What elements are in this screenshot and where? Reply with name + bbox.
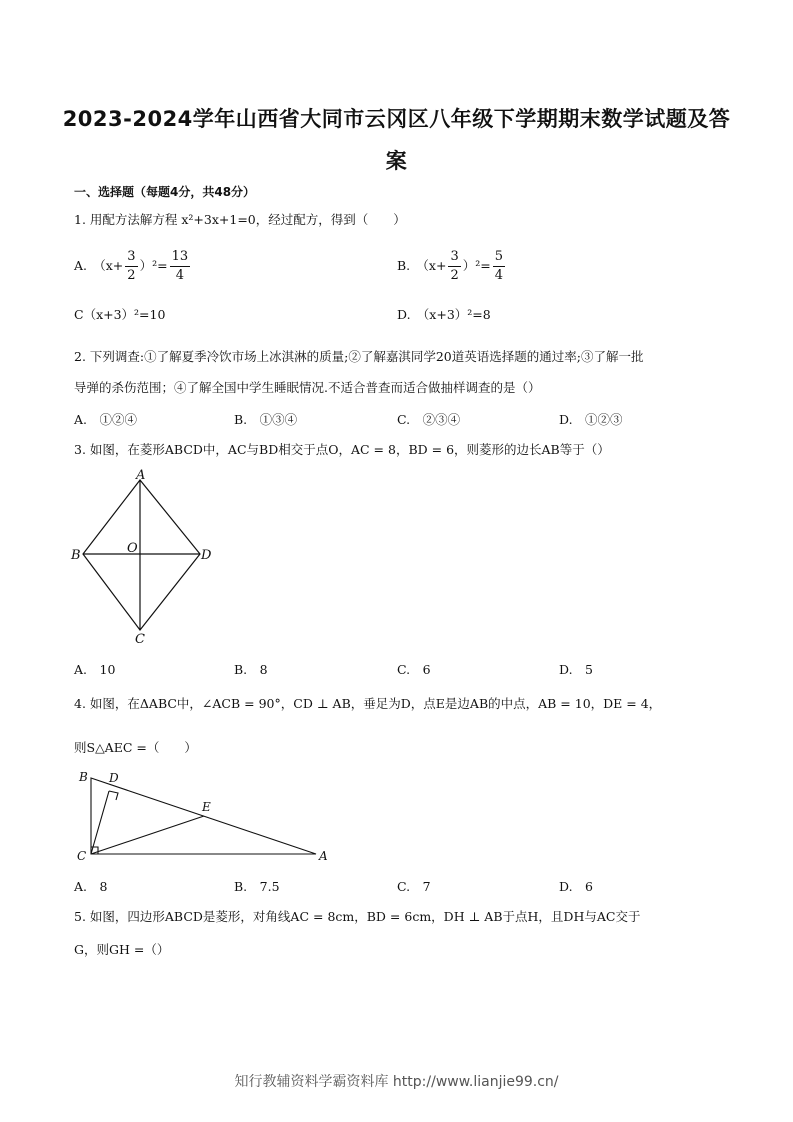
q5-stem-line2: G，则GH =（）: [74, 942, 170, 957]
q1-b-num2: 5: [493, 248, 505, 267]
right-angle-mark-d: [109, 791, 118, 800]
q1-a-prefix: A. （x+: [74, 258, 124, 273]
q1-option-d: D. （x+3）²=8: [397, 307, 491, 322]
q1-stem: 1. 用配方法解方程 x²+3x+1=0，经过配方，得到（ ）: [74, 212, 406, 227]
q4-option-b: B. 7.5: [234, 879, 280, 894]
footer-watermark: 知行教辅资料学霸资料库 http://www.lianjie99.cn/: [234, 1074, 559, 1090]
q1-a-fraction-1: [125, 248, 137, 285]
vertex-label-d: D: [109, 771, 119, 785]
q2-stem-line1: 2. 下列调查:①了解夏季冷饮市场上冰淇淋的质量;②了解嘉淇同学20道英语选择题的通过率;③了解一批: [74, 349, 644, 364]
q4-option-c: C. 7: [397, 879, 431, 894]
q3-option-b: B. 8: [234, 662, 268, 677]
q4-option-d: D. 6: [559, 879, 594, 894]
rhombus-outline: [83, 480, 200, 630]
q1-a-den2: 4: [175, 268, 184, 283]
q2-option-a: A. ①②④: [74, 412, 138, 427]
q3-option-a: A. 10: [74, 662, 116, 677]
q1-a-fraction-2: [170, 248, 191, 285]
vertex-label-b: B: [71, 548, 81, 563]
center-label-o: O: [127, 541, 138, 556]
title-line-2: 案: [385, 149, 408, 173]
q4-option-a: A. 8: [74, 879, 108, 894]
q4-stem-line2: 则S△AEC =（ ）: [74, 740, 197, 755]
q1-option-b: [397, 248, 507, 285]
q3-rhombus-figure: [70, 468, 215, 646]
q4-stem-line1: 4. 如图，在ΔABC中，∠ACB = 90°，CD ⊥ AB，垂足为D，点E是边AB的中点，AB = 10，DE = 4，: [74, 696, 662, 711]
q1-b-den1: 2: [450, 268, 459, 283]
q2-option-b: B. ①③④: [234, 412, 298, 427]
q2-option-d: D. ①②③: [559, 412, 623, 427]
q3-option-d: D. 5: [559, 662, 594, 677]
vertex-label-c: C: [135, 632, 145, 646]
vertex-label-a: A: [136, 468, 146, 483]
q1-b-prefix: B. （x+: [397, 258, 447, 273]
q1-b-mid: ）²=: [462, 258, 491, 273]
q1-a-mid: ）²=: [139, 258, 168, 273]
altitude-cd: [91, 791, 109, 854]
q2-option-c: C. ②③④: [397, 412, 461, 427]
vertex-label-c: C: [77, 849, 87, 863]
section-heading: 一、选择题（每题4分，共48分）: [74, 185, 256, 199]
q1-a-num2: 13: [170, 248, 191, 267]
q1-b-den2: 4: [494, 268, 503, 283]
q1-option-a: [74, 248, 192, 285]
vertex-label-d: D: [201, 548, 212, 563]
q1-option-c: C（x+3）²=10: [74, 307, 166, 322]
vertex-label-e: E: [202, 800, 211, 814]
q5-stem-line1: 5. 如图，四边形ABCD是菱形，对角线AC = 8cm，BD = 6cm，DH ⊥ AB于点H，且DH与AC交于: [74, 909, 641, 924]
vertex-label-b: B: [79, 770, 88, 784]
q1-a-num1: 3: [125, 248, 137, 267]
q2-stem-line2: 导弹的杀伤范围；④了解全国中学生睡眠情况.不适合普查而适合做抽样调查的是（）: [74, 380, 541, 395]
q1-b-fraction-2: [493, 248, 505, 285]
q3-stem: 3. 如图，在菱形ABCD中，AC与BD相交于点O，AC = 8，BD = 6，则菱形的边长AB等于（）: [74, 442, 610, 457]
q1-a-den1: 2: [127, 268, 136, 283]
q1-b-fraction-1: [448, 248, 460, 285]
vertex-label-a: A: [319, 849, 328, 863]
q1-b-num1: 3: [448, 248, 460, 267]
page-title: [60, 98, 733, 182]
q4-triangle-figure: [74, 768, 336, 866]
title-line-1: 2023-2024学年山西省大同市云冈区八年级下学期期末数学试题及答: [62, 107, 731, 131]
median-ce: [91, 816, 204, 854]
q3-option-c: C. 6: [397, 662, 431, 677]
